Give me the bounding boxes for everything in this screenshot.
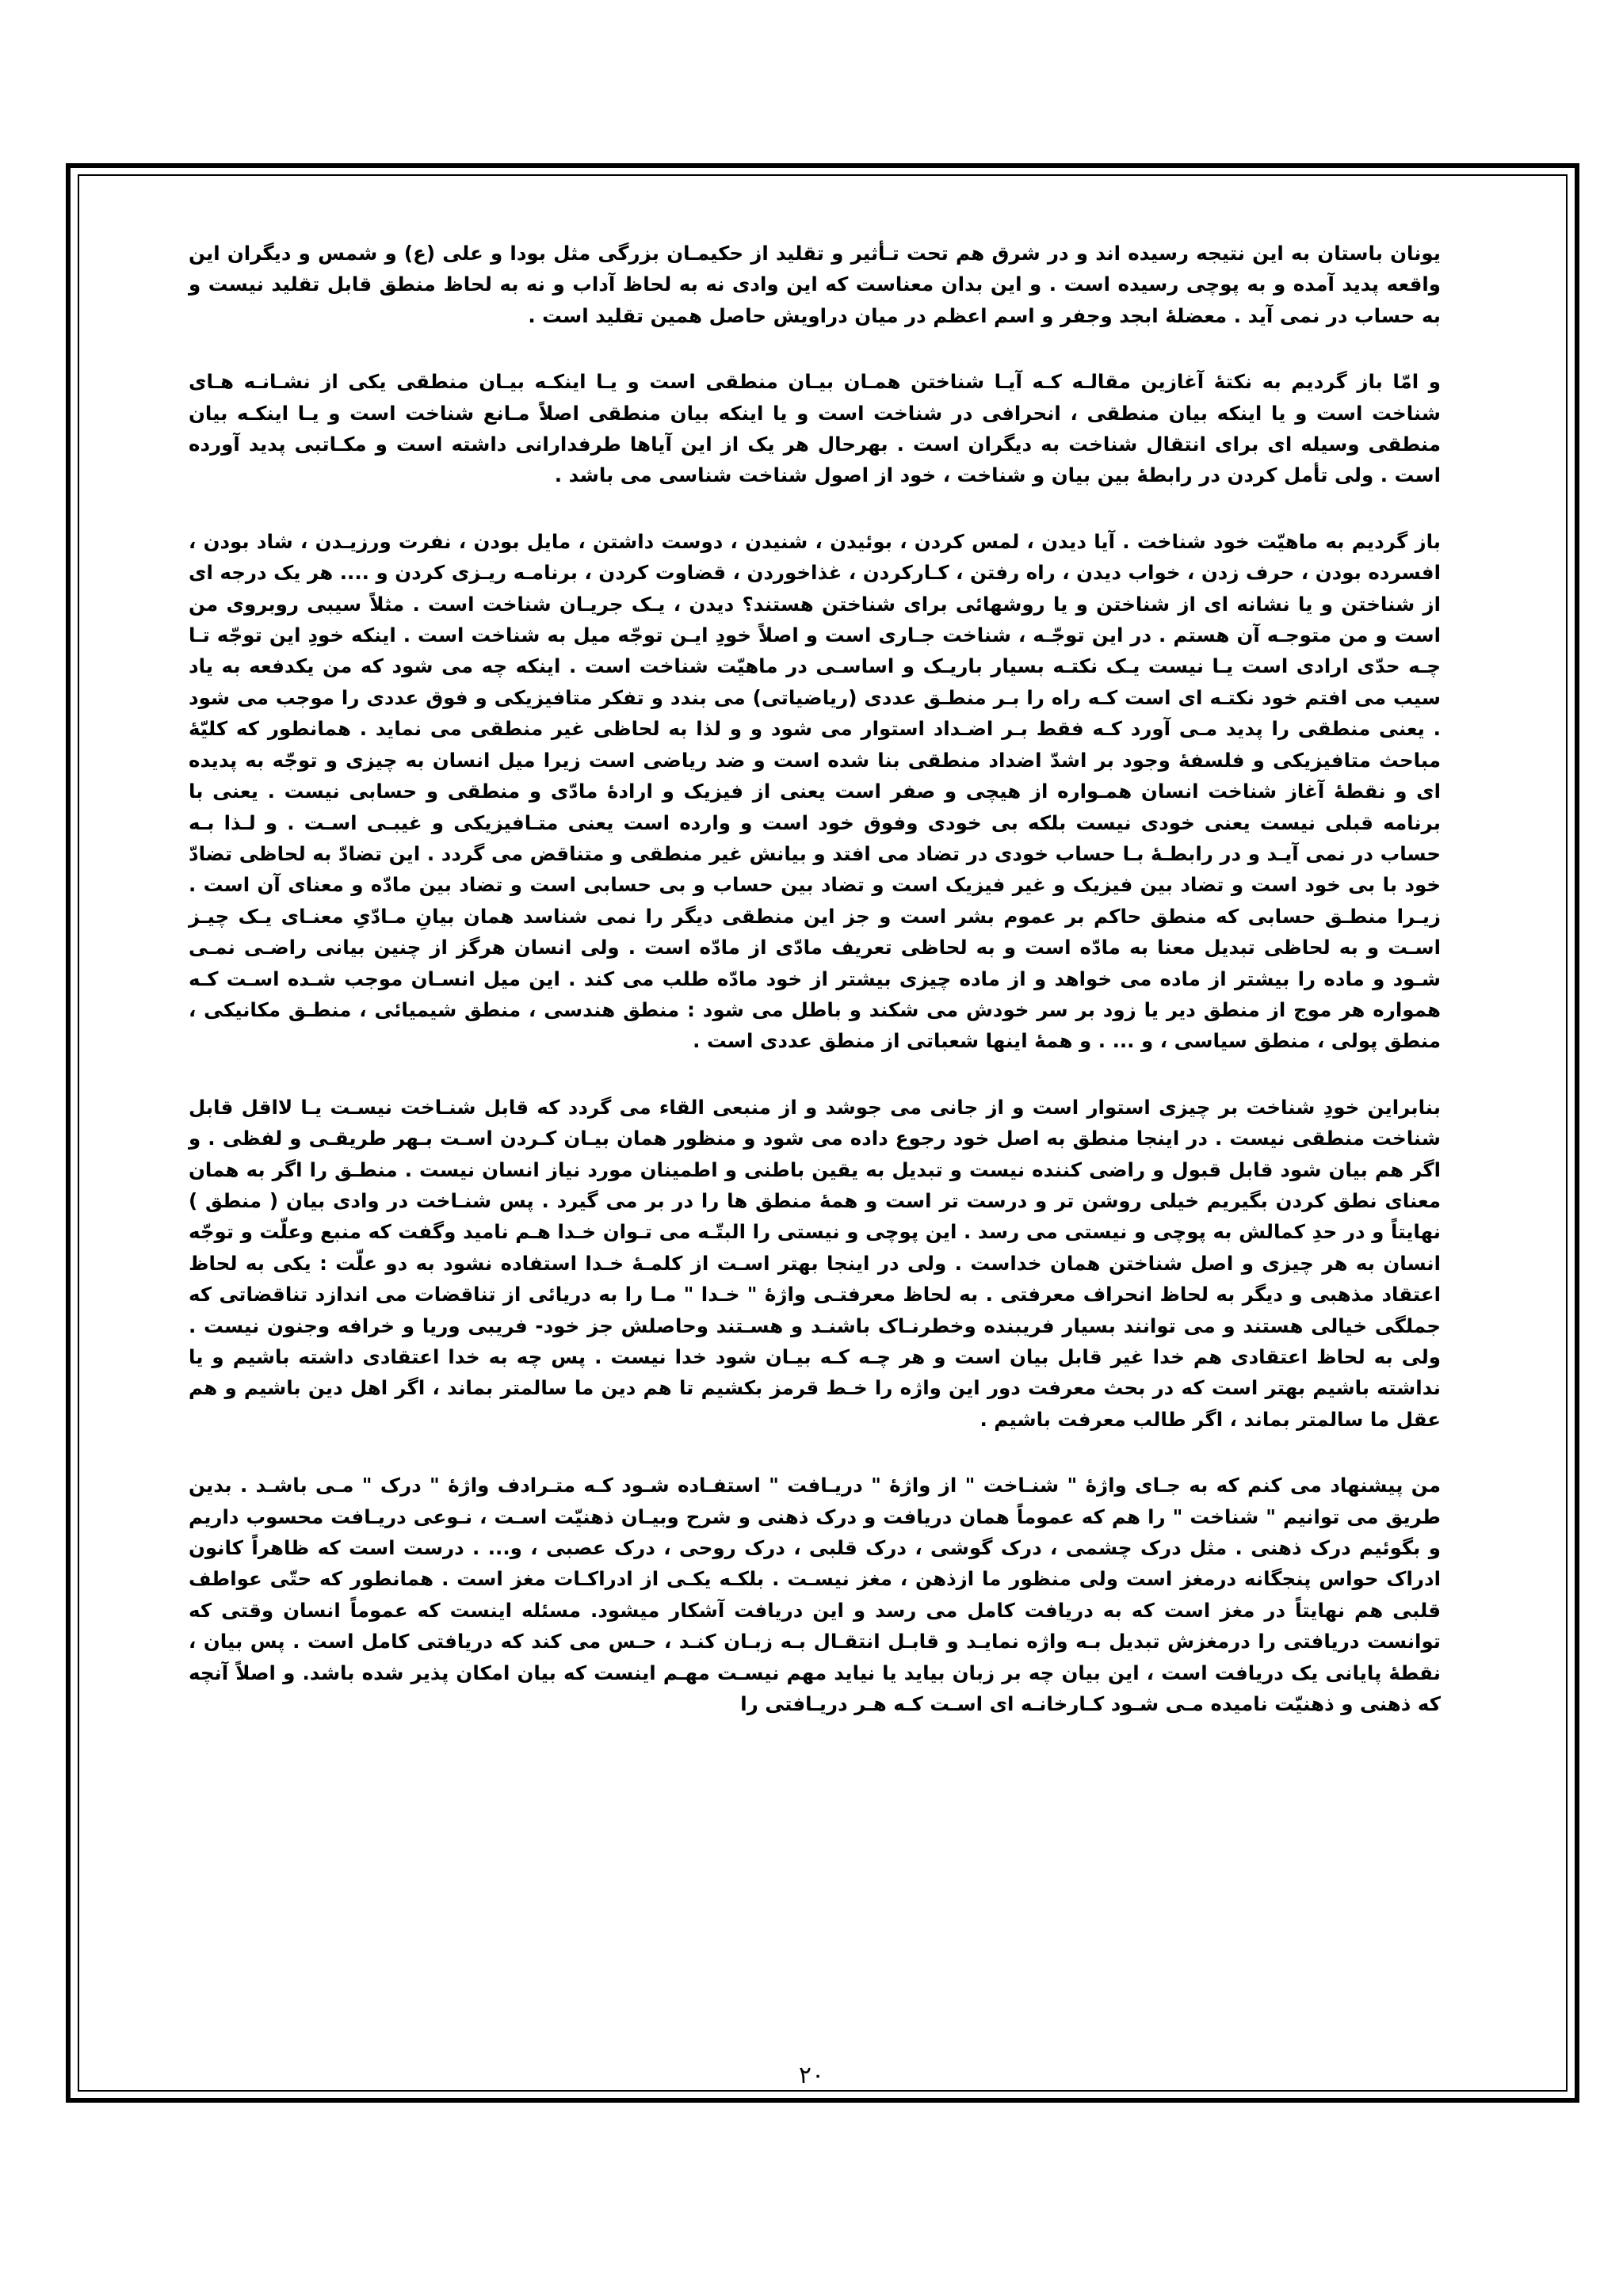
paragraph-1: یونان باستان به این نتیجه رسیده اند و در شرق هم تحت تـأثیر و تقلید از حکیمـان بزرگی مثل بودا و علی (ع) و شمس و دیگران این واقعه پدید آمده و به پوچی رسیده است . و این بدان معناست که این وادی نه به لحاظ آداب و نه به لحاظ منطق قابل تقلید نیست و به حساب در نمی آید . معضلهٔ ابجد وجفر و اسم اعظم در میان دراویش حاصل همین تقلید است .: [189, 242, 1441, 327]
page-number: ۲۰: [798, 2061, 825, 2089]
paragraph-3: باز گردیم به ماهیّت خود شناخت . آیا دیدن ، لمس کردن ، بوئیدن ، شنیدن ، دوست داشتن ، مایل بودن ، نفرت ورزیـدن ، شاد بودن ، افسرده بودن ، حرف زدن ، خواب دیدن ، راه رفتن ، کـارکردن ، غذاخوردن ، قضاوت کردن ، برنامـه ریـزی کردن و .... هر یک درجه ای از شناختن و یا نشانه ای از شناختن و یا روشهائی برای شناختن هستند؟ دیدن ، یـک جریـان شناخت است . مثلاً سیبی روبروی من است و من متوجـه آن هستم . در این توجّـه ، شناخت جـاری است و اصلاً خودِ ایـن توجّه میل به شناخت است . اینکه خودِ این توجّه تـا چـه حدّی ارادی است یـا نیست یـک نکتـه بسیار باریـک و اساسـی در ماهیّت شناخت است . اینکه چه می شود که من یکدفعه به یاد سیب می افتم خود نکتـه ای است کـه راه را بـر منطـق عددی (ریاضیاتی) می بندد و تفکر متافیزیکی و فوق عددی را موجب می شود . یعنی منطقی را پدید مـی آورد کـه فقط بـر اضـداد استوار می شود و و لذا به لحاظی غیر منطقی می نماید . همانطور که کلیّهٔ مباحث متافیزیکی و فلسفهٔ وجود بر اشدّ اضداد منطقی بنا شده است و ضد ریاضی است زیرا میل انسان به چیزی و توجّه به پدیده ای و نقطهٔ آغاز شناخت انسان همـواره از هیچی و صفر است یعنی از فیزیک و ارادهٔ مادّی و منطقی و حسابی نیست . یعنی با برنامه قبلی نیست یعنی خودی نیست بلکه بی خودی وفوق خود است و وارده است یعنی متـافیزیکی و غیبـی اسـت . و لـذا بـه حساب در نمی آیـد و در رابطـهٔ بـا حساب خودی در تضاد می افتد و بیانش غیر منطقی و متناقض می گردد . این تضادّ به لحاظی تضادّ خود با بی خود است و تضاد بین فیزیک و غیر فیزیک است و تضاد بین حساب و بی حسابی است و تضاد بین مادّه و معنای آن است . زیـرا منطـق حسابی که منطق حاکم بر عموم بشر است و جز این منطقی دیگر را نمی شناسد همان بیانِ مـادّیِ معنـای یـک چیـز اسـت و به لحاظی تبدیل معنا به مادّه است و به لحاظی تعریف مادّی از مادّه است . ولی انسان هرگز از چنین بیانی راضـی نمـی شـود و ماده را بیشتر از ماده می خواهد و از ماده چیزی بیشتر از خود مادّه طلب می کند . این میل انسـان موجب شـده اسـت کـه همواره هر موج از منطق دیر یا زود بر سر خودش می شکند و باطل می شود : منطق هندسی ، منطق شیمیائی ، منطـق مکانیکی ، منطق پولی ، منطق سیاسی ، و ... . و همهٔ اینها شعباتی از منطق عددی است .: [189, 529, 1441, 1053]
paragraph-4: بنابراین خودِ شناخت بر چیزی استوار است و از جانی می جوشد و از منبعی القاء می گردد که قابل شنـاخت نیسـت یـا لااقل قابل شناخت منطقی نیست . در اینجا منطق به اصل خود رجوع داده می شود و منظور همان بیـان کـردن اسـت بـهر طریقـی و لفظی . و اگر هم بیان شود قابل قبول و راضی کننده نیست و تبدیل به یقین باطنی و اطمینان مورد نیاز انسان نیست . منطـق را اگر به همان معنای نطق کردن بگیریم خیلی روشن تر و درست تر است و همهٔ منطق ها را در بر می گیرد . پس شنـاخت در وادی بیان ( منطق ) نهایتاً و در حدِ کمالش به پوچی و نیستی می رسد . این پوچی و نیستی را البتّـه می تـوان خـدا هـم نامید وگفت که منبع وعلّت و توجّه انسان به هر چیزی و اصل شناختن همان خداست . ولی در اینجا بهتر اسـت از کلمـهٔ خـدا استفاده نشود به دو علّت : یکی به لحاظ اعتقاد مذهبی و دیگر به لحاظ انحراف معرفتی . به لحاظ معرفتـی واژهٔ " خـدا " مـا را به دریائی از تناقضات می اندازد تناقضاتی که جملگی خیالی هستند و می توانند بسیار فریبنده وخطرنـاک باشنـد و هسـتند وحاصلش جز خود- فریبی وریا و خرافه وجنون نیست . ولی به لحاظ اعتقادی هم خدا غیر قابل بیان است و هر چـه کـه بیـان شود خدا نیست . پس چه به خدا اعتقادی داشته باشیم و یا نداشته باشیم بهتر است که در بحث معرفت دور این واژه را خـط قرمز بکشیم تا هم دین ما سالمتر بماند ، اگر اهل دین باشیم و هم عقل ما سالمتر بماند ، اگر طالب معرفت باشیم .: [189, 1095, 1441, 1431]
paragraph-5: من پیشنهاد می کنم که به جـای واژهٔ " شنـاخت " از واژهٔ " دریـافت " استفـاده شـود کـه متـرادف واژهٔ " درک " مـی باشـد . بدین طریق می توانیم " شناخت " را هم که عموماً همان دریافت و درک ذهنی و شرح وبیـان ذهنیّت اسـت ، نـوعی دریـافت محسوب داریم و بگوئیم درک ذهنی . مثل درک چشمی ، درک گوشی ، درک قلبی ، درک روحی ، درک عصبی ، و... . درست است که ظاهراً کانون ادراک حواس پنجگانه درمغز است ولی منظور ما ازذهن ، مغز نیسـت . بلکـه یکـی از ادراکـات مغز است . همانطور که حتّی عواطف قلبی هم نهایتاً در مغز است که به دریافت کامل می رسد و این دریافت آشکار میشود. مسئله اینست که عموماً انسان وقتی که توانست دریافتی را درمغزش تبدیل بـه واژه نمایـد و قابـل انتقـال بـه زبـان کنـد ، حـس می کند که دریافتی کامل است . پس بیان ، نقطهٔ پایانی یک دریافت است ، این بیان چه بر زبان بیاید یا نیاید مهم نیسـت مهـم اینست که بیان امکان پذیر شده باشد. و اصلاً آنچه که ذهنی و ذهنیّت نامیده مـی شـود کـارخانـه ای اسـت کـه هـر دریـافتی را: [189, 1474, 1441, 1716]
paragraph-2: و امّا باز گردیم به نکتهٔ آغازین مقالـه کـه آیـا شناختن همـان بیـان منطقی است و یـا اینکـه بیـان منطقی یکی از نشـانـه هـای شناخت است و یا اینکه بیان منطقی ، انحرافی در شناخت است و یا اینکه بیان منطقی اصلاً مـانع شناخت است و یـا اینکـه بیان منطقی وسیله ای برای انتقال شناخت به دیگران است . بهرحال هر یک از این آیاها طرفدارانی داشته است و مکـاتبی پدید آورده است . ولی تأمل کردن در رابطهٔ بین بیان و شناخت ، خود از اصول شناخت شناسی می باشد .: [189, 370, 1441, 487]
page-body: [189, 238, 1441, 1754]
